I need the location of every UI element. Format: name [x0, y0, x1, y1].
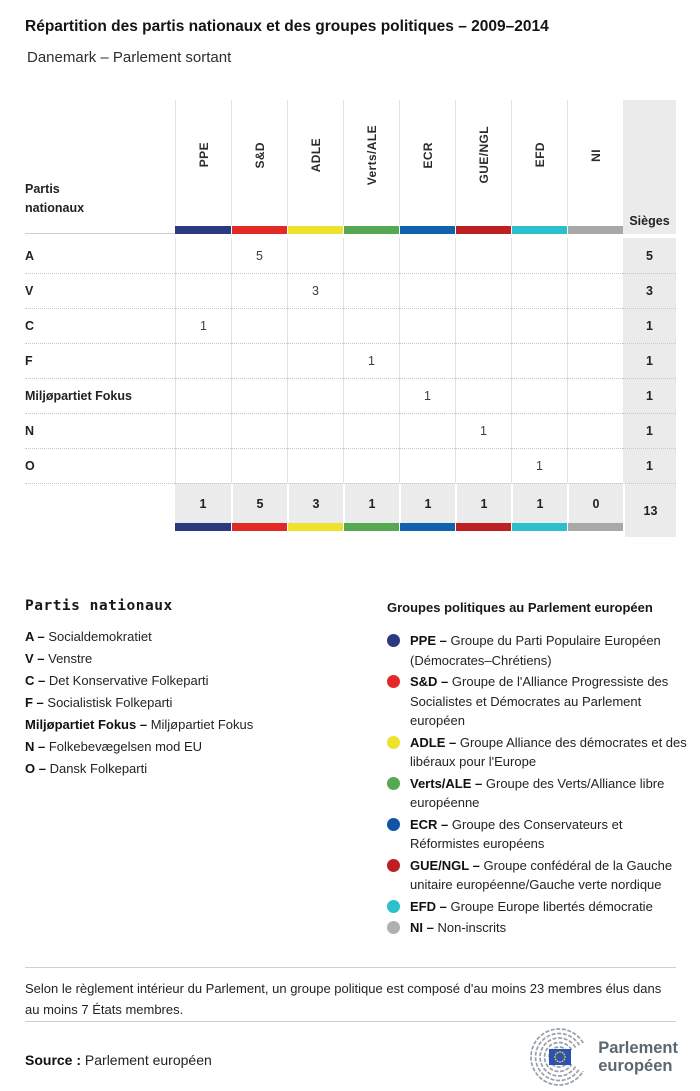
- group-abbr: PPE –: [410, 633, 451, 648]
- seat-cell: [231, 343, 287, 378]
- seat-cell: [175, 273, 231, 308]
- national-party-legend-item: [25, 673, 365, 689]
- party-name: Socialdemokratiet: [48, 629, 152, 644]
- group-color-bar-bottom-NI: [567, 523, 623, 531]
- seat-cell: [287, 378, 343, 413]
- source-label: Source :: [25, 1052, 82, 1068]
- column-header-label: GUE/NGL: [476, 126, 491, 184]
- group-name: Groupe des Conservateurs et Réformistes européens: [410, 816, 623, 851]
- logo-text-line1: Parlement: [598, 1038, 678, 1057]
- group-color-bar-bottom-PPE: [175, 523, 231, 531]
- seats-total-cell: 3: [623, 273, 676, 308]
- party-abbr: A –: [25, 629, 49, 644]
- seat-cell: [343, 273, 399, 308]
- group-description: [410, 774, 687, 813]
- party-label: Miljøpartiet Fokus: [25, 378, 175, 413]
- group-description: [410, 733, 687, 772]
- seat-cell: [455, 308, 511, 343]
- page-subtitle: Danemark – Parlement sortant: [27, 49, 232, 66]
- national-party-legend-item: [25, 739, 365, 755]
- group-color-bar-bottom-Verts/ALE: [343, 523, 399, 531]
- group-total-cell: 0: [567, 483, 623, 523]
- seat-cell: [511, 273, 567, 308]
- european-parliament-logo: [523, 1028, 678, 1086]
- column-header-label: PPE: [196, 142, 211, 168]
- seat-cell: [175, 343, 231, 378]
- seat-cell: [567, 238, 623, 273]
- seat-cell: [399, 273, 455, 308]
- column-header-label: Verts/ALE: [364, 124, 379, 186]
- seat-cell: [287, 343, 343, 378]
- column-header-ADLE: [287, 100, 343, 226]
- seat-cell: [287, 448, 343, 483]
- seat-cell: [175, 448, 231, 483]
- seat-cell: [399, 413, 455, 448]
- legend-national-parties-heading: Partis nationaux: [25, 598, 173, 614]
- group-total-cell: 1: [455, 483, 511, 523]
- seats-total-cell: 1: [623, 378, 676, 413]
- header-underline: [25, 226, 175, 234]
- party-name: Det Konservative Folkeparti: [48, 673, 209, 688]
- group-color-bar-EFD: [511, 226, 567, 234]
- group-description: [410, 815, 687, 854]
- group-total-cell: 3: [287, 483, 343, 523]
- column-header-ECR: [399, 100, 455, 226]
- divider-bottom: [25, 1021, 676, 1022]
- group-color-bar-PPE: [175, 226, 231, 234]
- group-color-bar-bottom-S&D: [231, 523, 287, 531]
- seat-cell: [231, 308, 287, 343]
- seat-cell: [455, 378, 511, 413]
- page-title: Répartition des partis nationaux et des groupes politiques – 2009–2014: [25, 18, 549, 35]
- party-abbr: O –: [25, 761, 50, 776]
- political-group-legend-item: [387, 815, 687, 854]
- seat-cell: [567, 448, 623, 483]
- group-color-bar-S&D: [231, 226, 287, 234]
- group-name: Groupe Europe libertés démocratie: [450, 898, 653, 914]
- national-party-legend-item: [25, 761, 365, 777]
- seat-cell: [343, 378, 399, 413]
- seats-total-cell: 1: [623, 448, 676, 483]
- source-value: Parlement européen: [84, 1052, 212, 1068]
- column-header-label: ECR: [420, 141, 435, 169]
- seat-cell: [511, 308, 567, 343]
- group-color-bar-NI: [567, 226, 623, 234]
- seat-cell: [231, 413, 287, 448]
- column-header-label: EFD: [532, 142, 547, 168]
- party-abbr: V –: [25, 651, 49, 666]
- group-color-bar-bottom-GUE/NGL: [455, 523, 511, 531]
- grand-total-cell: 13: [623, 483, 676, 537]
- group-name: Groupe des Verts/Alliance libre européenne: [410, 775, 665, 810]
- group-abbr: ADLE –: [410, 734, 460, 750]
- party-name: Folkebevægelsen mod EU: [48, 739, 203, 754]
- logo-text-line2: européen: [598, 1057, 673, 1075]
- group-description: [410, 897, 653, 917]
- group-description: [410, 918, 506, 938]
- group-color-bar-Verts/ALE: [343, 226, 399, 234]
- seat-cell: [511, 238, 567, 273]
- group-color-bar-bottom-ECR: [399, 523, 455, 531]
- seat-cell: [231, 273, 287, 308]
- seat-cell: [455, 448, 511, 483]
- party-label: N: [25, 413, 175, 448]
- seat-cell: 1: [455, 413, 511, 448]
- party-name: Venstre: [48, 651, 93, 666]
- seat-cell: [343, 238, 399, 273]
- party-label: V: [25, 273, 175, 308]
- divider-top: [25, 967, 676, 968]
- political-group-legend-item: [387, 918, 687, 938]
- political-group-legend-item: [387, 774, 687, 813]
- group-name: Groupe Alliance des démocrates et des libéraux pour l'Europe: [410, 734, 687, 769]
- group-color-bar-ADLE: [287, 226, 343, 234]
- seats-total-cell: 1: [623, 413, 676, 448]
- seat-cell: 1: [175, 308, 231, 343]
- political-group-legend-item: [387, 631, 687, 670]
- party-name: Socialistisk Folkeparti: [47, 695, 173, 710]
- seat-cell: [511, 378, 567, 413]
- party-label: F: [25, 343, 175, 378]
- party-name: Miljøpartiet Fokus: [150, 717, 254, 732]
- national-parties-header-label: Partis nationaux: [25, 182, 85, 215]
- seat-cell: [567, 273, 623, 308]
- group-name: Groupe de l'Alliance Progressiste des Socialistes et Démocrates au Parlement européen: [410, 674, 669, 728]
- seat-cell: [287, 238, 343, 273]
- group-abbr: Verts/ALE –: [410, 775, 486, 791]
- group-color-bar-bottom-ADLE: [287, 523, 343, 531]
- group-color-dot-Verts/ALE: [387, 777, 400, 790]
- seat-cell: 1: [343, 343, 399, 378]
- group-abbr: ECR –: [410, 816, 452, 832]
- seat-cell: 3: [287, 273, 343, 308]
- party-label: O: [25, 448, 175, 483]
- seat-cell: [455, 343, 511, 378]
- seat-cell: [567, 308, 623, 343]
- seat-cell: [399, 238, 455, 273]
- political-group-legend-item: [387, 733, 687, 772]
- political-group-legend-item: [387, 897, 687, 917]
- seat-cell: [343, 308, 399, 343]
- group-abbr: EFD –: [410, 898, 451, 914]
- column-header-GUE/NGL: [455, 100, 511, 226]
- group-abbr: NI –: [410, 920, 438, 935]
- seat-cell: [455, 238, 511, 273]
- group-total-cell: 1: [343, 483, 399, 523]
- party-label: A: [25, 248, 35, 263]
- legend-national-parties: [25, 598, 365, 783]
- column-header-NI: [567, 100, 623, 226]
- column-header-label: NI: [588, 148, 603, 162]
- seats-table: [25, 100, 676, 537]
- legend-political-groups: [387, 600, 687, 940]
- party-abbr: N –: [25, 739, 49, 754]
- political-group-legend-item: [387, 672, 687, 731]
- group-total-cell: 1: [175, 483, 231, 523]
- seat-cell: [231, 448, 287, 483]
- party-abbr: F –: [25, 695, 48, 710]
- seat-cell: [399, 343, 455, 378]
- group-abbr: GUE/NGL –: [410, 857, 484, 873]
- seat-cell: [567, 343, 623, 378]
- national-parties-header: [25, 100, 175, 226]
- group-name: Groupe confédéral de la Gauche unitaire européenne/Gauche verte nordique: [410, 857, 673, 892]
- seat-cell: [287, 308, 343, 343]
- legend-political-groups-list: [387, 631, 687, 938]
- column-header-label: ADLE: [308, 137, 323, 173]
- party-abbr: C –: [25, 673, 49, 688]
- group-total-cell: 1: [399, 483, 455, 523]
- seat-cell: [511, 343, 567, 378]
- seats-total-cell: 5: [623, 238, 676, 273]
- seat-cell: [175, 413, 231, 448]
- column-header-S&D: [231, 100, 287, 226]
- group-description: [410, 672, 687, 731]
- seat-cell: [399, 448, 455, 483]
- group-color-bar-ECR: [399, 226, 455, 234]
- group-description: [410, 631, 687, 670]
- seat-cell: [567, 413, 623, 448]
- legend-political-groups-heading: Groupes politiques au Parlement européen: [387, 600, 653, 615]
- group-color-bar-bottom-EFD: [511, 523, 567, 531]
- footnote: Selon le règlement intérieur du Parlement, un groupe politique est composé d'au moins 23 membres élus dans au moins 7 États membres.: [25, 981, 662, 1017]
- seat-cell: [399, 308, 455, 343]
- group-name: Groupe du Parti Populaire Européen (Démocrates–Chrétiens): [410, 633, 661, 668]
- seats-total-cell: 1: [623, 343, 676, 378]
- seat-cell: [287, 413, 343, 448]
- seat-cell: [231, 378, 287, 413]
- group-color-dot-ADLE: [387, 736, 400, 749]
- hemicycle-icon: [523, 1028, 589, 1086]
- seat-cell: [175, 378, 231, 413]
- group-color-bar-GUE/NGL: [455, 226, 511, 234]
- seat-cell: [511, 413, 567, 448]
- group-description: [410, 856, 687, 895]
- group-total-cell: 1: [511, 483, 567, 523]
- seat-cell: [455, 273, 511, 308]
- seat-cell: [343, 413, 399, 448]
- seat-cell: [567, 378, 623, 413]
- source-line: [25, 1052, 212, 1068]
- seat-cell: [175, 238, 231, 273]
- seat-cell: [343, 448, 399, 483]
- national-party-legend-item: [25, 629, 365, 645]
- seats-total-cell: 1: [623, 308, 676, 343]
- party-label: C: [25, 308, 175, 343]
- seat-cell: 1: [511, 448, 567, 483]
- national-party-legend-item: [25, 651, 365, 667]
- group-total-cell: 5: [231, 483, 287, 523]
- seat-cell: 1: [399, 378, 455, 413]
- column-header-label: S&D: [252, 141, 267, 169]
- column-header-PPE: [175, 100, 231, 226]
- group-color-dot-ECR: [387, 818, 400, 831]
- legend-national-parties-list: [25, 629, 365, 777]
- group-color-dot-PPE: [387, 634, 400, 647]
- group-abbr: S&D –: [410, 674, 452, 689]
- column-header-Verts/ALE: [343, 100, 399, 226]
- column-header-EFD: [511, 100, 567, 226]
- seat-cell: 5: [231, 238, 287, 273]
- party-name: Dansk Folkeparti: [49, 761, 148, 776]
- seats-column-header: Sièges: [623, 100, 676, 234]
- party-abbr: Miljøpartiet Fokus –: [25, 717, 151, 732]
- logo-text: [598, 1039, 678, 1076]
- political-group-legend-item: [387, 856, 687, 895]
- group-color-dot-EFD: [387, 900, 400, 913]
- national-party-legend-item: [25, 695, 365, 711]
- national-party-legend-item: [25, 717, 365, 733]
- totals-row-spacer: [25, 483, 175, 523]
- group-color-dot-NI: [387, 921, 400, 934]
- group-color-dot-GUE/NGL: [387, 859, 400, 872]
- group-name: Non-inscrits: [437, 920, 507, 935]
- group-color-dot-S&D: [387, 675, 400, 688]
